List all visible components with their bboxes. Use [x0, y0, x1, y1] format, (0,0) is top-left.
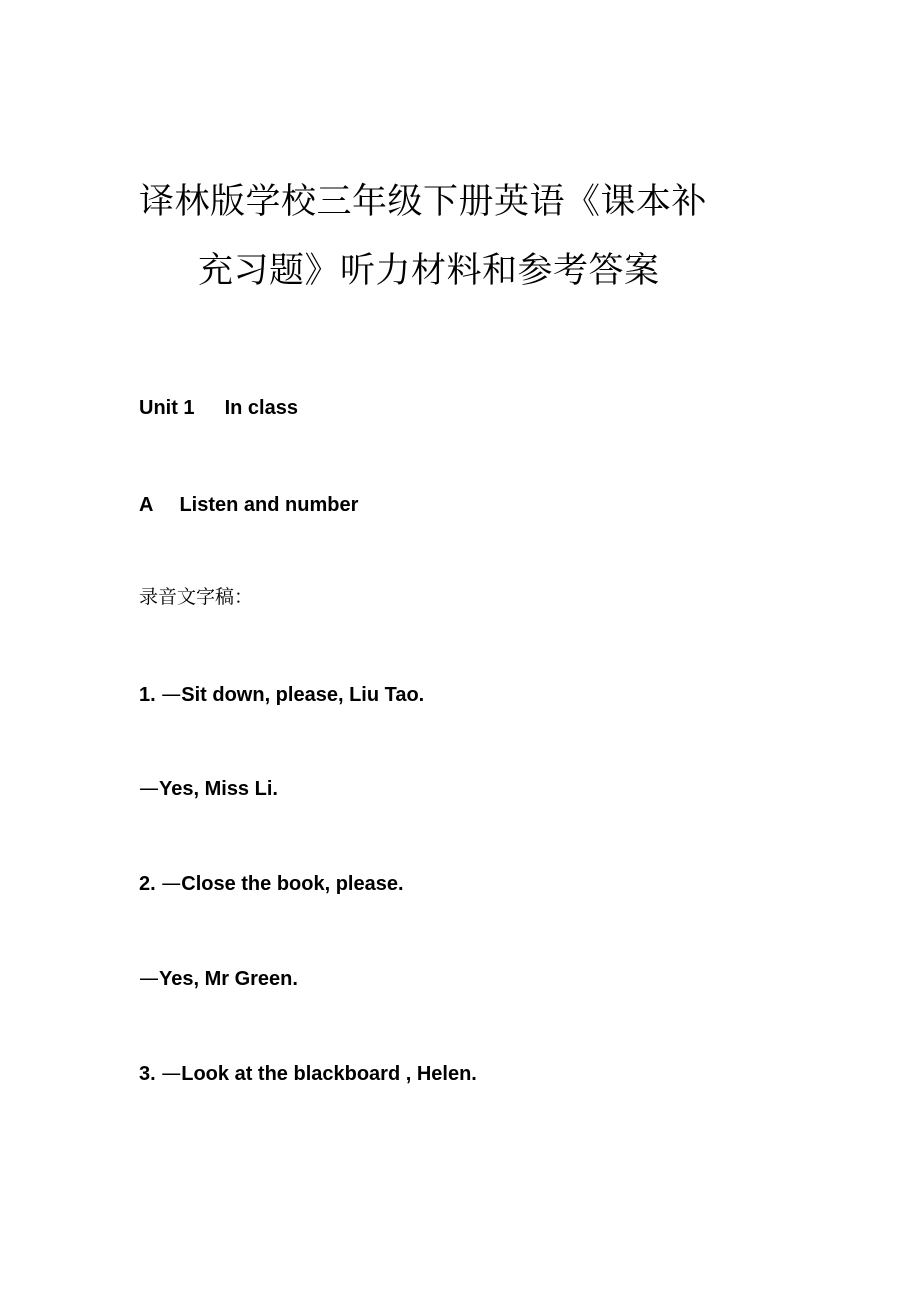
- dialogue-text: Close the book, please.: [181, 873, 404, 895]
- transcript-label: 录音文字稿：: [139, 586, 254, 608]
- dialogue-number: 2.: [139, 873, 156, 895]
- unit-name: In class: [224, 397, 298, 419]
- dialogue-text: Sit down, please, Liu Tao.: [181, 684, 425, 706]
- dialogue-dash: —: [139, 966, 159, 990]
- section-heading: [139, 493, 358, 517]
- unit-heading: [139, 396, 298, 420]
- document-title-line-1: 译林版学校三年级下册英语《课本补: [139, 182, 708, 222]
- dialogue-dash: —: [161, 1061, 182, 1085]
- section-letter: A: [139, 494, 154, 516]
- dialogue-line: [139, 871, 404, 896]
- dialogue-number: 3.: [139, 1063, 156, 1085]
- dialogue-dash: —: [161, 682, 182, 706]
- dialogue-line: [139, 682, 424, 707]
- dialogue-text: Yes, Mr Green.: [159, 968, 298, 990]
- section-name: Listen and number: [179, 494, 359, 516]
- dialogue-dash: —: [139, 776, 159, 800]
- dialogue-text: Yes, Miss Li.: [159, 778, 278, 800]
- dialogue-line: [139, 1061, 477, 1086]
- dialogue-text: Look at the blackboard , Helen.: [181, 1063, 477, 1085]
- dialogue-line: [139, 966, 298, 991]
- dialogue-line: [139, 776, 278, 801]
- document-title-line-2: 充习题》听力材料和参考答案: [198, 251, 660, 291]
- dialogue-dash: —: [161, 871, 182, 895]
- dialogue-number: 1.: [139, 684, 156, 706]
- unit-number: Unit 1: [139, 397, 195, 419]
